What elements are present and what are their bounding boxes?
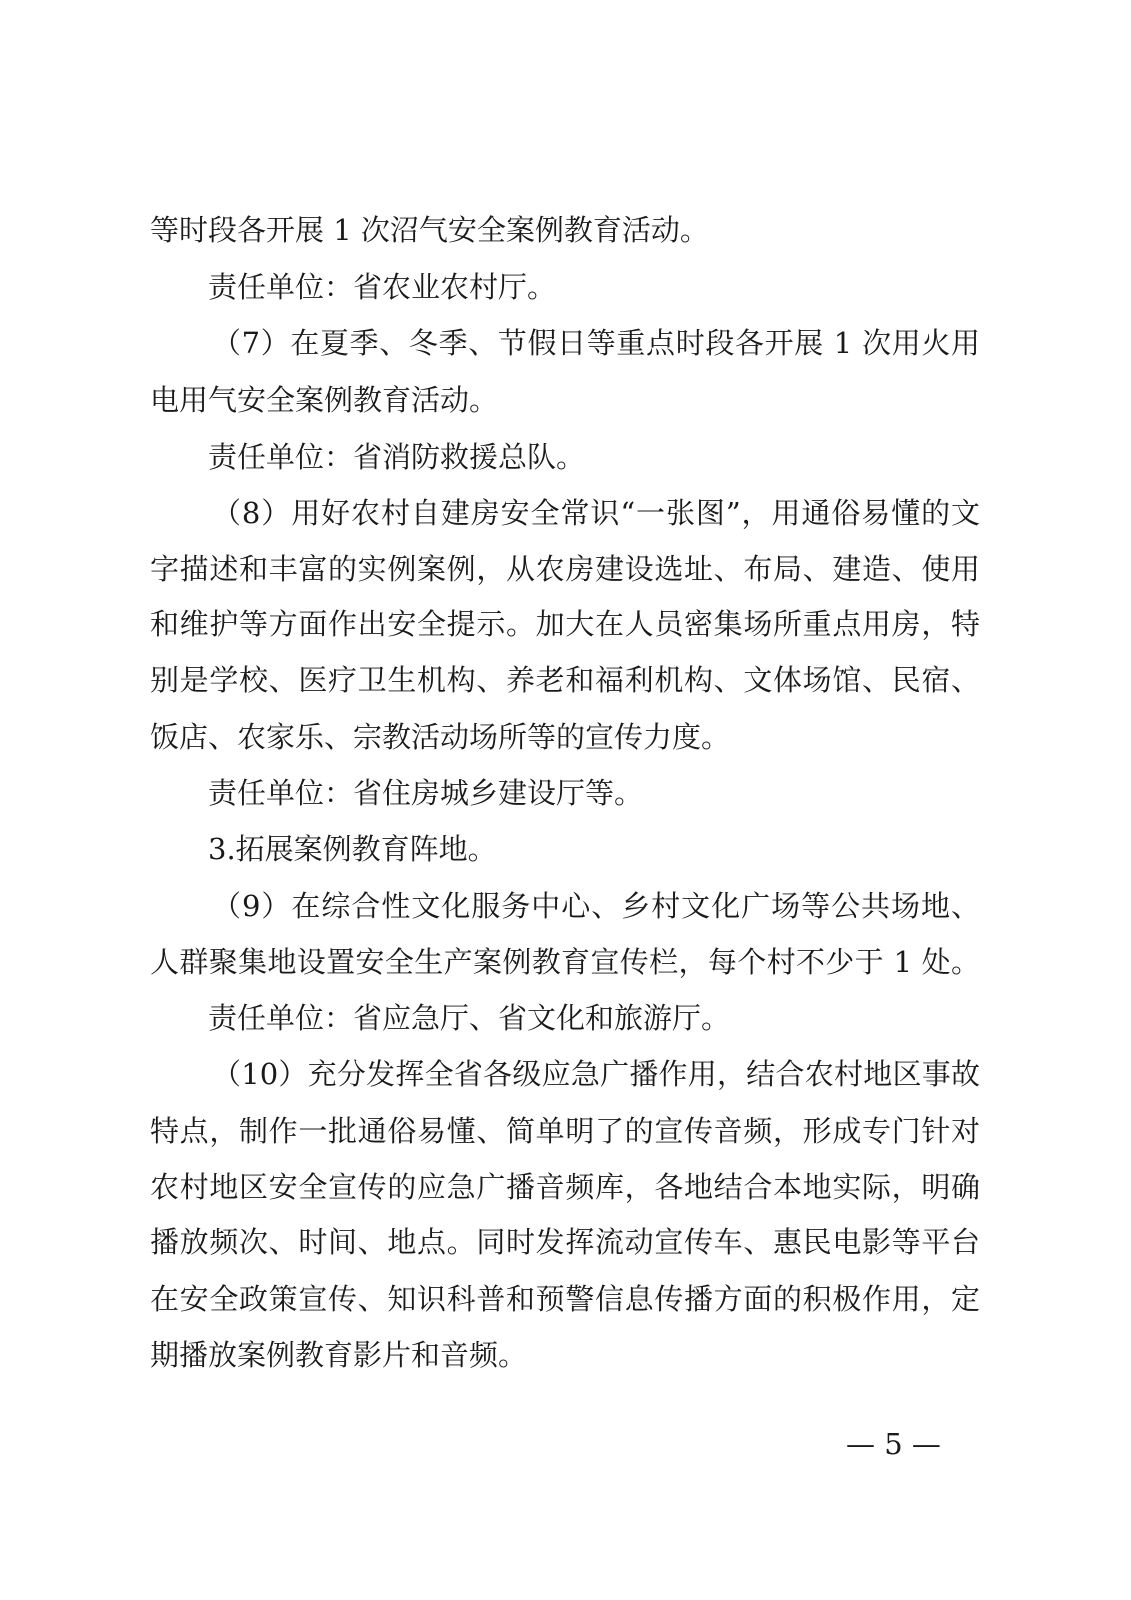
- text-line: 播放频次、时间、地点。同时发挥流动宣传车、惠民电影等平台: [150, 1225, 980, 1259]
- text-line: 在安全政策宣传、知识科普和预警信息传播方面的积极作用，定: [150, 1282, 980, 1316]
- page-number: — 5 —: [846, 1427, 941, 1461]
- text-line: 饭店、农家乐、宗教活动场所等的宣传力度。: [150, 720, 731, 754]
- text-line: 责任单位：省住房城乡建设厅等。: [208, 776, 644, 810]
- text-line: 别是学校、医疗卫生机构、养老和福利机构、文体场馆、民宿、: [150, 663, 980, 697]
- text-line: 字描述和丰富的实例案例，从农房建设选址、布局、建造、使用: [150, 552, 980, 586]
- text-line: 农村地区安全宣传的应急广播音频库，各地结合本地实际，明确: [150, 1170, 980, 1204]
- text-line: 责任单位：省消防救援总队。: [208, 440, 586, 474]
- text-line: （10）充分发挥全省各级应急广播作用，结合农村地区事故: [212, 1057, 980, 1091]
- text-line: 和维护等方面作出安全提示。加大在人员密集场所重点用房，特: [150, 607, 980, 641]
- text-line: 特点，制作一批通俗易懂、简单明了的宣传音频，形成专门针对: [150, 1114, 980, 1148]
- text-line: 等时段各开展 1 次沼气安全案例教育活动。: [150, 213, 709, 247]
- text-line: 责任单位：省应急厅、省文化和旅游厅。: [208, 1001, 731, 1035]
- text-line: 责任单位：省农业农村厅。: [208, 270, 557, 304]
- text-line: （8）用好农村自建房安全常识“一张图”，用通俗易懂的文: [212, 496, 980, 530]
- text-line: 期播放案例教育影片和音频。: [150, 1338, 528, 1372]
- text-line: （9）在综合性文化服务中心、乡村文化广场等公共场地、: [212, 889, 980, 923]
- text-line: 人群聚集地设置安全生产案例教育宣传栏，每个村不少于 1 处。: [150, 945, 980, 979]
- text-line: 电用气安全案例教育活动。: [150, 383, 499, 417]
- text-line: （7）在夏季、冬季、节假日等重点时段各开展 1 次用火用: [212, 326, 980, 360]
- section-heading: 3.拓展案例教育阵地。: [208, 832, 497, 866]
